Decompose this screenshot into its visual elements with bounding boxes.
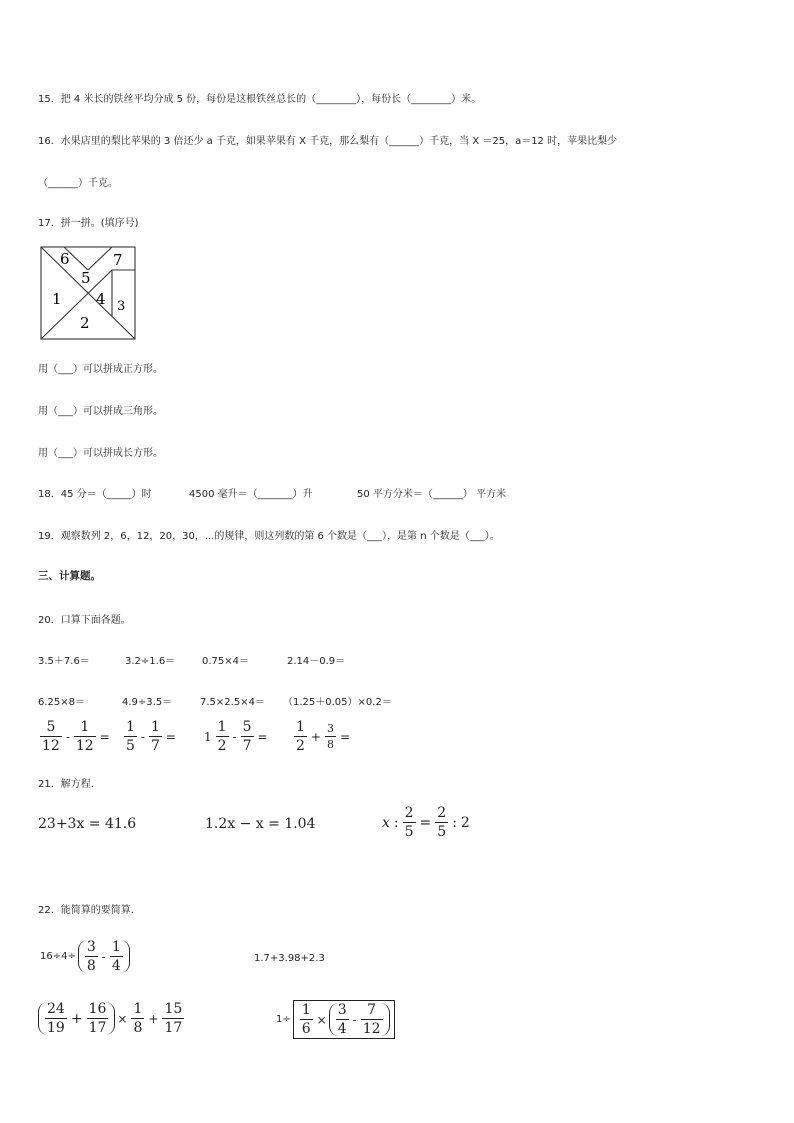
q22-expression-3: $\frac{24}{19}$ + $\frac{16}{17}$ × $\frac{1}{8}$ + $\frac{15}{17}$ bbox=[38, 1002, 186, 1035]
q22-expression-1: 16÷4÷ $\frac{3}{8}$ - $\frac{1}{4}$ bbox=[38, 940, 130, 973]
q20-row3-expr1: $\frac{5}{12}$ - $\frac{1}{12}$ = bbox=[42, 719, 110, 754]
tangram-figure bbox=[40, 246, 136, 340]
fraction: $\frac{1}{2}$ bbox=[296, 719, 305, 754]
question-17-triangle: 用（___）可以拼成三角形。 bbox=[38, 406, 163, 417]
q20-row3-expr2: $\frac{1}{5}$ - $\frac{1}{7}$ = bbox=[126, 719, 176, 754]
fraction: $\frac{3}{8}$ bbox=[326, 722, 334, 751]
question-18-part-a: 18．45 分＝（_____）时 bbox=[38, 489, 152, 500]
fraction: $\frac{1}{8}$ bbox=[133, 1001, 143, 1036]
question-17-square: 用（___）可以拼成正方形。 bbox=[38, 364, 163, 375]
question-16-line2: （______）千克。 bbox=[38, 178, 118, 189]
question-18-part-c: 50 平方分米＝（______） 平方米 bbox=[357, 489, 507, 500]
fraction: $\frac{3}{8}$ bbox=[86, 939, 96, 974]
question-16-line1: 16．水果店里的梨比苹果的 3 倍还少 a 千克，如果苹果有 X 千克，那么梨有（______）千克，当 X ＝25，a＝12 时，苹果比梨少 bbox=[38, 136, 618, 147]
question-22: 22．能简算的要简算． bbox=[38, 905, 141, 916]
q21-equation-3: x : $\frac{2}{5}$ = $\frac{2}{5}$ : 2 bbox=[382, 805, 470, 840]
q20-row1-item2: 3.2÷1.6＝ bbox=[125, 656, 176, 667]
fraction: $\frac{1}{6}$ bbox=[301, 1002, 311, 1037]
fraction: $\frac{1}{12}$ bbox=[75, 719, 94, 754]
tangram-label-3: 3 bbox=[117, 299, 126, 314]
q20-row3-expr3: 1 $\frac{1}{2}$ - $\frac{5}{7}$ = bbox=[204, 719, 268, 754]
q21-equation-1: 23+3x = 41.6 bbox=[38, 816, 137, 832]
question-21: 21．解方程． bbox=[38, 779, 101, 790]
q20-row1-item1: 3.5＋7.6＝ bbox=[38, 656, 90, 667]
section-3-heading: 三、计算题。 bbox=[38, 570, 101, 582]
q22-expression-2: 1.7+3.98+2.3 bbox=[254, 953, 325, 964]
fraction: $\frac{1}{4}$ bbox=[111, 939, 121, 974]
tangram-label-6: 6 bbox=[60, 250, 70, 268]
fraction: $\frac{16}{17}$ bbox=[88, 1001, 107, 1036]
q20-row2-item3: 7.5×2.5×4＝ bbox=[200, 697, 265, 708]
q20-row3-expr4: $\frac{1}{2}$ + $\frac{3}{8}$ = bbox=[296, 719, 351, 754]
tangram-label-1: 1 bbox=[52, 290, 62, 308]
question-19: 19．观察数列 2，6，12，20，30，...的规律，则这列数的第 6 个数是（___），是第 n 个数是（___）。 bbox=[38, 531, 500, 542]
question-17: 17．拼一拼。(填序号) bbox=[38, 218, 139, 229]
question-20: 20．口算下面各题。 bbox=[38, 615, 131, 626]
question-18-part-b: 4500 毫升＝（_______）升 bbox=[189, 489, 313, 500]
q20-row1-item3: 0.75×4＝ bbox=[202, 656, 250, 667]
fraction: $\frac{2}{5}$ bbox=[404, 805, 414, 840]
fraction: $\frac{3}{4}$ bbox=[337, 1002, 347, 1037]
q20-row2-item2: 4.9÷3.5＝ bbox=[122, 697, 173, 708]
q20-row1-item4: 2.14－0.9＝ bbox=[287, 656, 346, 667]
fraction: $\frac{1}{5}$ bbox=[126, 719, 135, 754]
fraction: $\frac{15}{17}$ bbox=[164, 1001, 183, 1036]
fraction: $\frac{2}{5}$ bbox=[437, 805, 447, 840]
q20-row2-item1: 6.25×8＝ bbox=[38, 697, 86, 708]
q22-expression-4: 1÷ $\frac{1}{6}$ × $\frac{3}{4}$ - $\frac{7}{12}$ bbox=[274, 1000, 395, 1039]
fraction: $\frac{1}{7}$ bbox=[150, 719, 160, 754]
tangram-label-5: 5 bbox=[81, 269, 91, 287]
tangram-label-4: 4 bbox=[96, 290, 106, 308]
fraction: $\frac{24}{19}$ bbox=[47, 1001, 65, 1036]
fraction: $\frac{7}{12}$ bbox=[362, 1002, 381, 1037]
fraction: $\frac{5}{7}$ bbox=[242, 719, 252, 754]
fraction: $\frac{5}{12}$ bbox=[42, 719, 60, 754]
question-17-rectangle: 用（___）可以拼成长方形。 bbox=[38, 448, 163, 459]
q21-equation-2: 1.2x − x = 1.04 bbox=[205, 816, 316, 832]
fraction: $\frac{1}{2}$ bbox=[217, 719, 227, 754]
tangram-label-2: 2 bbox=[80, 314, 90, 332]
q20-row2-item4: （1.25＋0.05）×0.2＝ bbox=[283, 697, 392, 708]
tangram-label-7: 7 bbox=[113, 251, 123, 269]
question-15: 15．把 4 米长的铁丝平均分成 5 份，每份是这根铁丝总长的（________），每份长（________）米。 bbox=[38, 94, 482, 105]
